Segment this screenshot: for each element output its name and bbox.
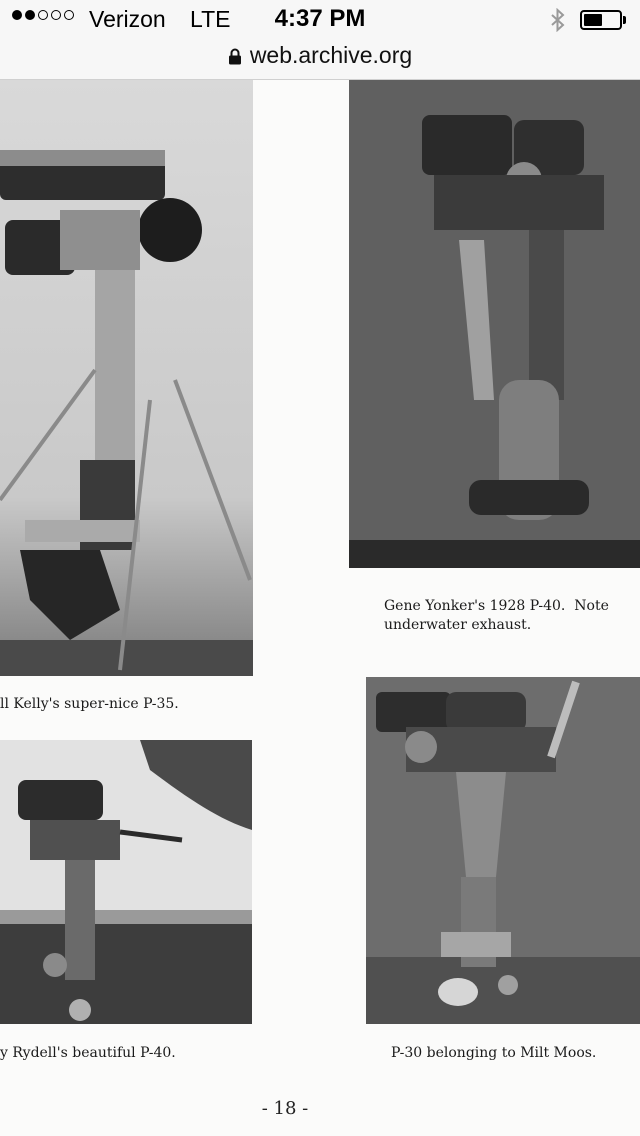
caption-kelly-p35: ll Kelly's super-nice P-35.	[0, 696, 179, 712]
document-page	[0, 80, 640, 1136]
photo-moos-p30	[366, 677, 640, 1024]
page-number: - 18 -	[261, 1098, 309, 1119]
network-type: LTE	[190, 6, 231, 32]
caption-yonker-p40: Gene Yonker's 1928 P-40. Note underwater exhaust.	[384, 598, 609, 633]
caption-rydell-p40: y Rydell's beautiful P-40.	[0, 1045, 176, 1061]
battery-icon	[580, 10, 622, 30]
clock: 4:37 PM	[274, 5, 366, 32]
carrier-name: Verizon	[89, 6, 166, 32]
photo-kelly-p35	[0, 80, 253, 676]
status-bar	[0, 0, 640, 40]
bluetooth-icon	[548, 8, 568, 32]
address-bar[interactable]	[0, 40, 640, 80]
caption-moos-p30: P-30 belonging to Milt Moos.	[391, 1045, 597, 1061]
url-text[interactable]: web.archive.org	[249, 42, 413, 68]
battery-cap	[623, 16, 626, 24]
lock-icon	[228, 48, 242, 65]
photo-yonker-p40	[349, 80, 640, 568]
photo-rydell-p40	[0, 740, 252, 1024]
